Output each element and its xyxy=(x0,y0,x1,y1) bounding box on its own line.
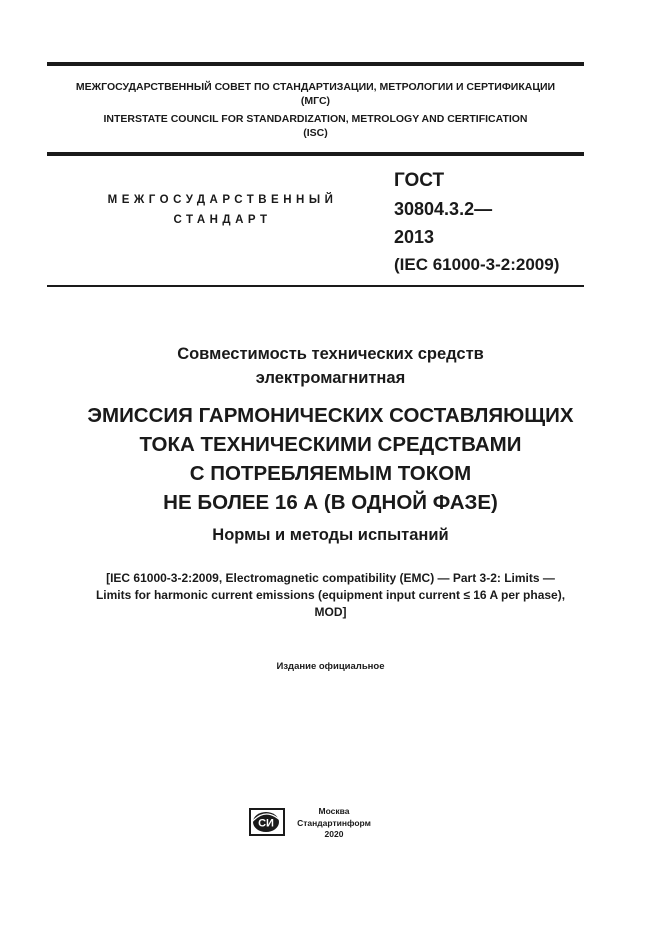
council-en: INTERSTATE COUNCIL FOR STANDARDIZATION, METROLOGY AND CERTIFICATION xyxy=(103,113,528,125)
subtitle-line1: Совместимость технических средств xyxy=(177,345,484,363)
iec-reference-line2: Limits for harmonic current emissions (equipment input current ≤ 16 A per phase), xyxy=(95,588,566,602)
iec-reference-line3: MOD] xyxy=(314,605,347,619)
publisher-logo-icon xyxy=(249,808,285,836)
main-title-line1: ЭМИССИЯ ГАРМОНИЧЕСКИХ СОСТАВЛЯЮЩИХ xyxy=(87,404,574,427)
council-ru: МЕЖГОСУДАРСТВЕННЫЙ СОВЕТ ПО СТАНДАРТИЗАЦИИ, МЕТРОЛОГИИ И СЕРТИФИКАЦИИ xyxy=(75,81,556,93)
top-rule xyxy=(47,62,584,66)
designation-prefix: ГОСТ xyxy=(394,170,445,191)
main-title-line4: НЕ БОЛЕЕ 16 А (В ОДНОЙ ФАЗЕ) xyxy=(163,491,498,514)
norms-title: Нормы и методы испытаний xyxy=(212,526,449,544)
council-en-abbr: (ISC) xyxy=(303,127,328,139)
iec-reference xyxy=(30,570,631,621)
designation-number: 30804.3.2— xyxy=(394,199,493,219)
designation-year: 2013 xyxy=(394,227,435,247)
designation-block xyxy=(394,167,584,279)
publisher-year: 2020 xyxy=(324,829,344,839)
main-title xyxy=(0,401,661,517)
standard-label-line1: МЕЖГОСУДАРСТВЕННЫЙ xyxy=(107,194,338,206)
council-ru-abbr: (МГС) xyxy=(300,95,331,107)
standard-label-line2: СТАНДАРТ xyxy=(173,214,272,226)
subtitle xyxy=(0,342,661,390)
edition-label: Издание официальное xyxy=(276,661,385,672)
main-title-line3: С ПОТРЕБЛЯЕМЫМ ТОКОМ xyxy=(189,462,472,485)
publisher-info xyxy=(294,806,374,841)
publisher-city: Москва xyxy=(318,806,350,816)
designation-iec: (IEC 61000-3-2:2009) xyxy=(394,255,560,274)
subtitle-line2: электромагнитная xyxy=(255,369,406,387)
main-title-line2: ТОКА ТЕХНИЧЕСКИМИ СРЕДСТВАМИ xyxy=(139,433,522,456)
designation-rule xyxy=(47,285,584,287)
iec-reference-line1: [IEC 61000-3-2:2009, Electromagnetic compatibility (EMC) — Part 3-2: Limits — xyxy=(106,571,555,585)
publisher-logo-text: СИ xyxy=(258,817,274,830)
publisher-name: Стандартинформ xyxy=(297,817,371,828)
header-rule xyxy=(47,152,584,156)
